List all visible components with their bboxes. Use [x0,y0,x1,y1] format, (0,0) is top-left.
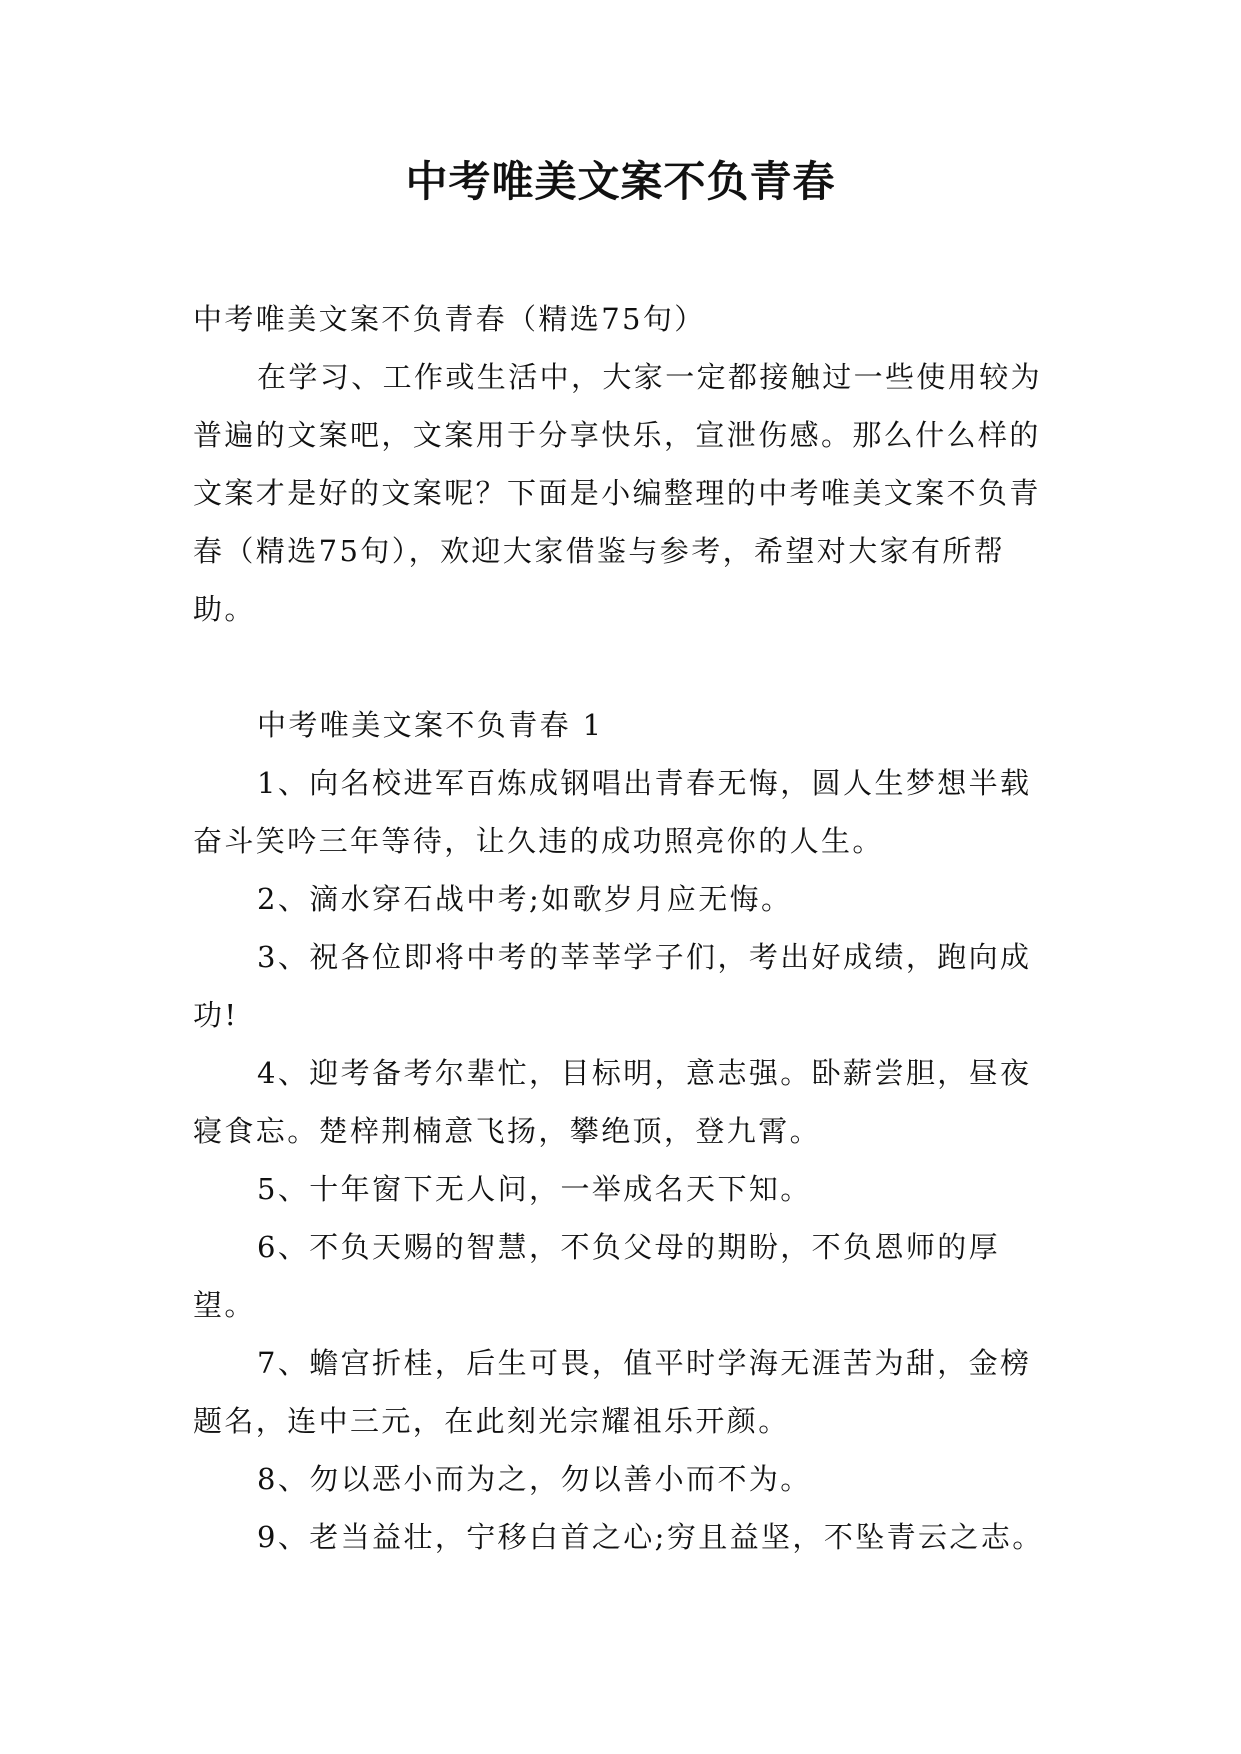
list-item: 2、滴水穿石战中考;如歌岁月应无悔。 [257,882,793,916]
paragraph-spacer [193,638,1055,696]
list-item: 3、祝各位即将中考的莘莘学子们，考出好成绩，跑向成功! [193,940,1032,1032]
document-subtitle: 中考唯美文案不负青春（精选75句） [193,302,706,336]
document-title: 中考唯美文案不负青春 [405,157,836,206]
list-item: 7、蟾宫折桂，后生可畏，值平时学海无涯苦为甜，金榜题名，连中三元，在此刻光宗耀祖乐开颜。 [193,1346,1032,1438]
list-item: 6、不负天赐的智慧，不负父母的期盼，不负恩师的厚望。 [193,1230,1001,1322]
list-item: 8、勿以恶小而为之，勿以善小而不为。 [257,1462,812,1496]
section-heading: 中考唯美文案不负青春 1 [257,708,604,742]
document-body [193,290,1055,1566]
intro-paragraph: 在学习、工作或生活中，大家一定都接触过一些使用较为普遍的文案吧，文案用于分享快乐，宣泄伤感。那么什么样的文案才是好的文案呢？下面是小编整理的中考唯美文案不负青春（精选75句），欢迎大家借鉴与参考，希望对大家有所帮助。 [193,360,1043,626]
list-item: 1、向名校进军百炼成钢唱出青春无悔，圆人生梦想半载奋斗笑吟三年等待，让久违的成功照亮你的人生。 [193,766,1032,858]
list-item: 4、迎考备考尔辈忙，目标明，意志强。卧薪尝胆，昼夜寝食忘。楚梓荆楠意飞扬，攀绝顶，登九霄。 [193,1056,1032,1148]
list-item: 9、老当益壮，宁移白首之心;穷且益坚，不坠青云之志。 [257,1520,1044,1554]
list-item: 5、十年窗下无人问，一举成名天下知。 [257,1172,812,1206]
